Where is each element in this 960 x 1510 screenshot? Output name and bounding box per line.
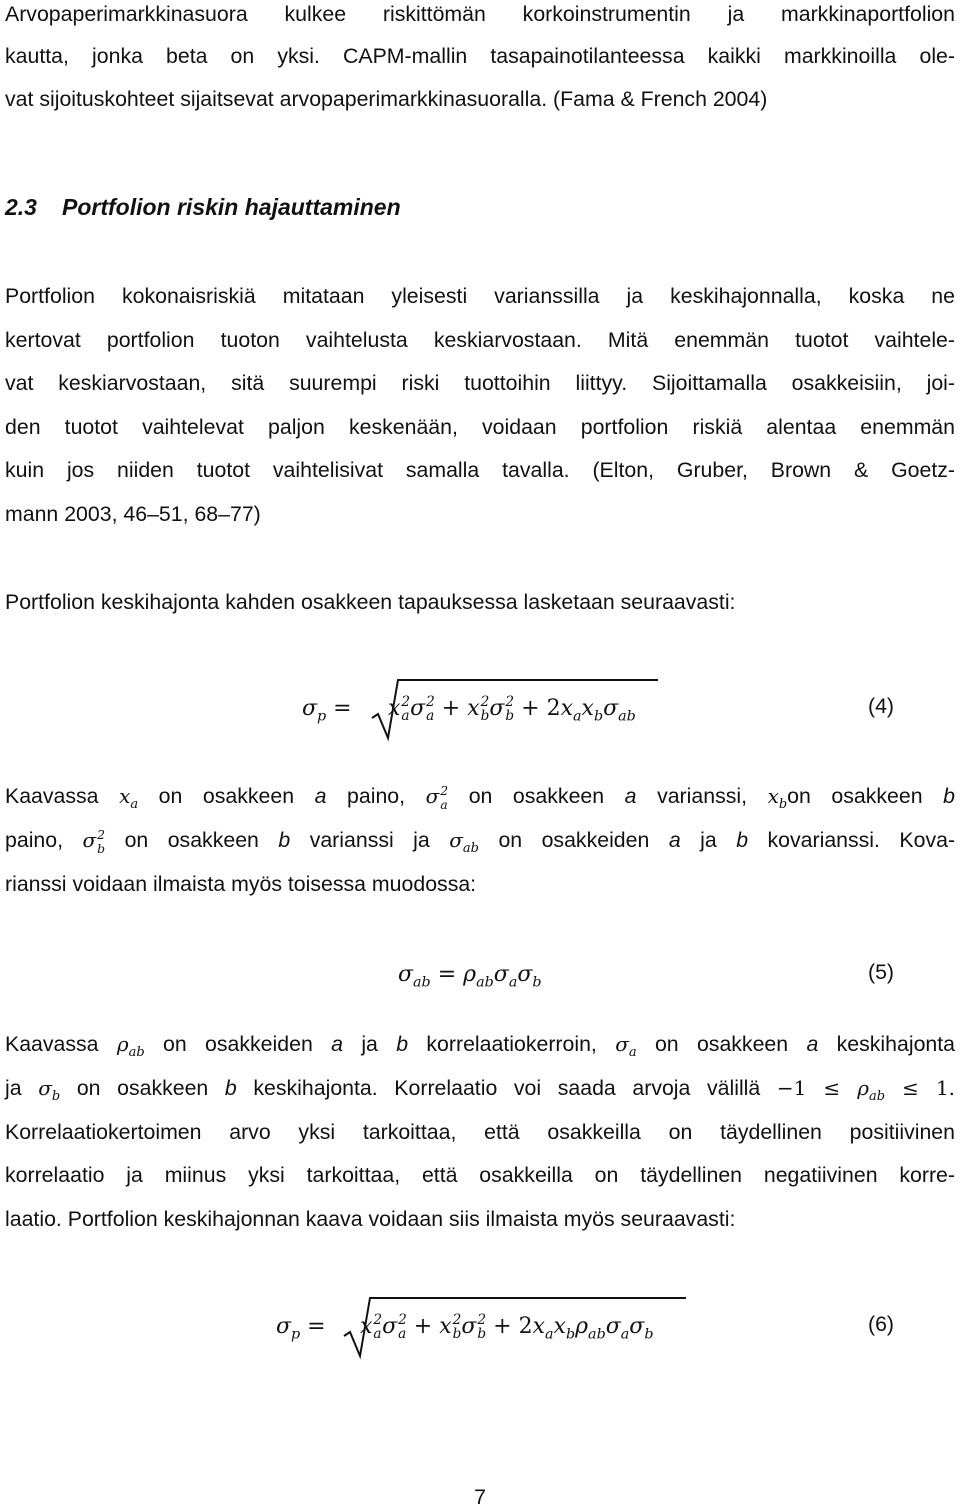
text-line: paino, σ 2 b on osakkeen b varianssi ja $\sigma_{ab}$ on osakkeiden a ja b kovarianssi. Kova- bbox=[5, 827, 956, 856]
text-line: Korrelaatiokertoimen arvo yksi tarkoittaa, että osakkeilla on täydellinen positiivinen bbox=[5, 1120, 955, 1144]
page-number: 7 bbox=[474, 1485, 486, 1509]
eq5-formula: $\sigma_{ab} = \rho_{ab}\sigma_a\sigma_b$ bbox=[398, 962, 542, 991]
text-line: kertovat portfolion tuoton vaihtelusta keskiarvostaan. Mitä enemmän tuotot vaihtele- bbox=[5, 328, 955, 352]
equation-number: (5) bbox=[868, 960, 895, 984]
text-line: korrelaatio ja miinus yksi tarkoittaa, että osakkeilla on täydellinen negatiivinen korre- bbox=[5, 1163, 955, 1187]
eq4-lhs: $\sigma_p$ = bbox=[302, 696, 352, 725]
text-line: mann 2003, 46–51, 68–77) bbox=[5, 502, 261, 526]
text-line: Portfolion kokonaisriskiä mitataan yleisesti varianssilla ja keskihajonnalla, koska ne bbox=[5, 284, 955, 308]
equation-number: (4) bbox=[868, 694, 895, 718]
equation-number: (6) bbox=[868, 1312, 895, 1336]
text-line: laatio. Portfolion keskihajonnan kaava voidaan siis ilmaista myös seuraavasti: bbox=[5, 1207, 736, 1231]
text-line: Kaavassa $x_a$ on osakkeen a paino, σ 2 a on osakkeen a varianssi, $x_bon$ osakkeen b bbox=[5, 783, 955, 812]
eq6-rhs: x 2 a σ 2 a + x 2 b σ 2 b + $2x_ax_b\rho_{ab}\sigma_a\sigma_b$ bbox=[360, 1311, 654, 1343]
eq6-lhs: $\sigma_p$ = bbox=[276, 1314, 326, 1343]
eq4-rhs: x 2 a σ 2 a + x 2 b σ 2 b + $2x_ax_b\sigma_{ab}$ bbox=[388, 693, 636, 725]
section-title: Portfolion riskin hajauttaminen bbox=[62, 194, 401, 220]
text-line: Arvopaperimarkkinasuora kulkee riskittömän korkoinstrumentin ja markkinaportfolion bbox=[5, 2, 955, 26]
text-line: vat sijoituskohteet sijaitsevat arvopaperimarkkinasuoralla. (Fama & French 2004) bbox=[5, 87, 768, 111]
text-line: den tuotot vaihtelevat paljon keskenään, voidaan portfolion riskiä alentaa enemmän bbox=[5, 415, 955, 439]
text-line: rianssi voidaan ilmaista myös toisessa muodossa: bbox=[5, 872, 477, 896]
paragraph-intro-eq4: Portfolion keskihajonta kahden osakkeen tapauksessa lasketaan seuraavasti: bbox=[5, 590, 736, 614]
section-heading bbox=[5, 192, 401, 222]
section-number: 2.3 bbox=[5, 194, 37, 220]
text-line: vat keskiarvostaan, sitä suurempi riski tuottoihin liittyy. Sijoittamalla osakkeisiin, joi- bbox=[5, 371, 955, 395]
text-line: Kaavassa $\rho_{ab}$ on osakkeiden a ja b korrelaatiokerroin, $\sigma_a$ on osakkeen a keskihajonta bbox=[5, 1032, 956, 1060]
text-line: ja $\sigma_b$ on osakkeen b keskihajonta. Korrelaatio voi saada arvoja välillä $-1 \le \rho_{ab} \le 1$. bbox=[5, 1076, 956, 1104]
text-line: kautta, jonka beta on yksi. CAPM-mallin tasapainotilanteessa kaikki markkinoilla ole- bbox=[5, 44, 955, 68]
text-line: kuin jos niiden tuotot vaihtelisivat samalla tavalla. (Elton, Gruber, Brown & Goetz- bbox=[5, 458, 955, 482]
